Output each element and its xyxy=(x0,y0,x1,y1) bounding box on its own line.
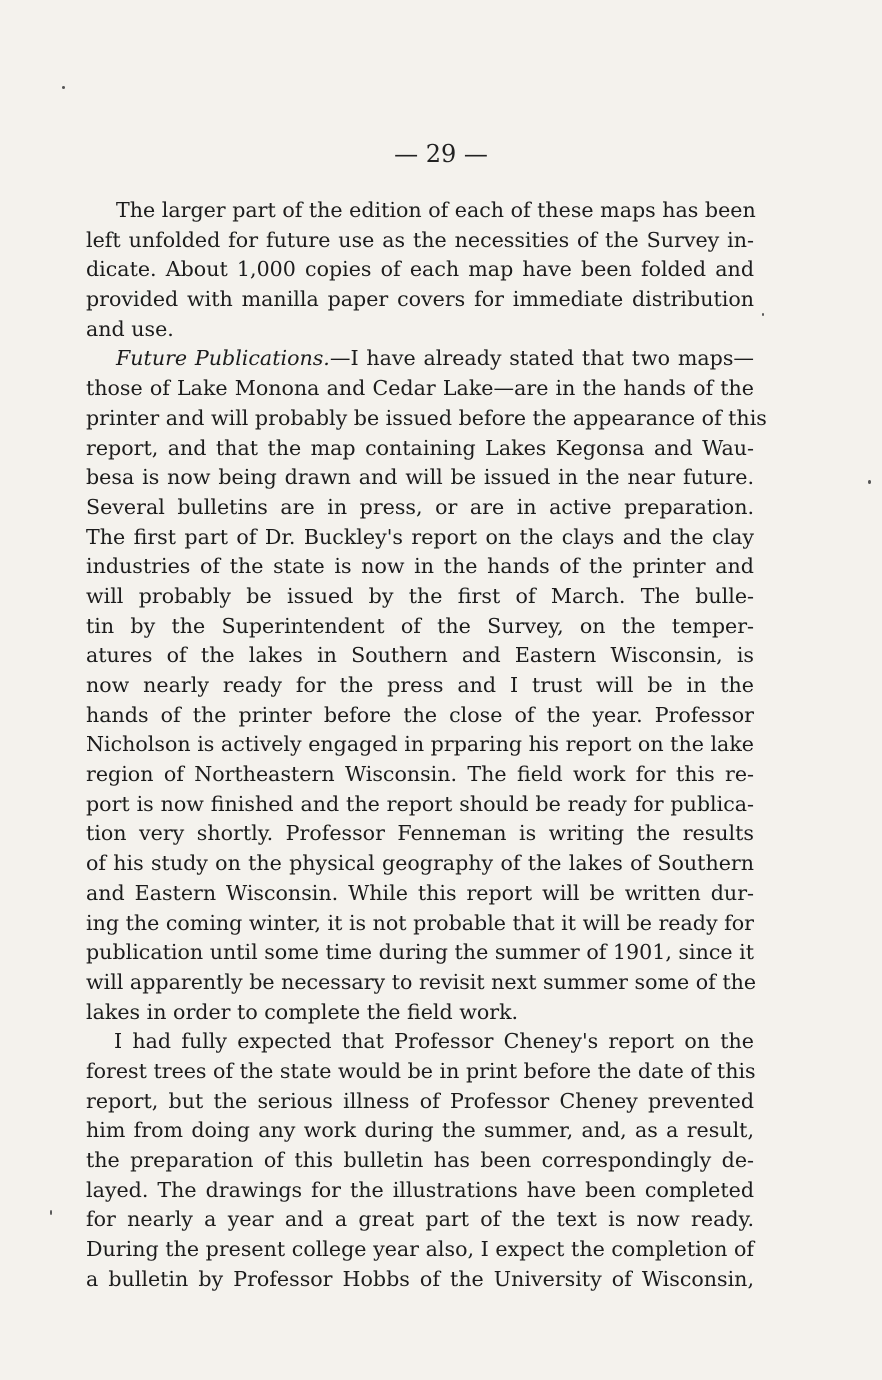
text-line: those of Lake Monona and Cedar Lake—are in the hands of the xyxy=(86,376,754,401)
text-line: Several bulletins are in press, or are in active preparation. xyxy=(86,494,754,519)
scan-speck xyxy=(762,313,764,316)
text-line: tion very shortly. Professor Fenneman is writing the results xyxy=(86,821,754,846)
text-line: now nearly ready for the press and I trust will be in the xyxy=(86,673,754,697)
text-line xyxy=(86,344,754,374)
text-line: will probably be issued by the first of March. The bulle- xyxy=(86,583,754,608)
text-line: left unfolded for future use as the necessities of the Survey in- xyxy=(86,227,754,252)
text-line: I had fully expected that Professor Cheney's report on the xyxy=(114,1029,754,1054)
paragraph-maps-edition xyxy=(86,196,754,344)
text-line: provided with manilla paper covers for immediate distribution xyxy=(86,287,754,312)
text-line: publication until some time during the summer of 1901, since it xyxy=(86,940,754,965)
text-line: layed. The drawings for the illustrations have been completed xyxy=(86,1177,754,1202)
text-line-continuation: —I have already stated that two maps— xyxy=(329,346,754,371)
text-line: ing the coming winter, it is not probable that it will be ready for xyxy=(86,910,754,935)
scan-speck xyxy=(50,1210,52,1215)
text-line: and Eastern Wisconsin. While this report will be written dur- xyxy=(86,880,754,905)
text-line: printer and will probably be issued before the appearance of this xyxy=(86,405,767,430)
text-line: industries of the state is now in the hands of the printer and xyxy=(86,554,754,579)
text-line: report, but the serious illness of Professor Cheney prevented xyxy=(86,1088,754,1113)
text-line: The first part of Dr. Buckley's report on the clays and the clay xyxy=(86,524,754,549)
text-line: The larger part of the edition of each of these maps has been xyxy=(116,198,756,222)
text-line: region of Northeastern Wisconsin. The field work for this re- xyxy=(86,762,754,787)
text-line: Nicholson is actively engaged in prparing his report on the lake xyxy=(86,732,754,757)
text-line: of his study on the physical geography of the lakes of Southern xyxy=(86,851,754,876)
text-line: him from doing any work during the summer, and, as a result, xyxy=(86,1118,754,1143)
text-line: a bulletin by Professor Hobbs of the University of Wisconsin, xyxy=(86,1266,754,1291)
text-line: lakes in order to complete the field work. xyxy=(86,999,519,1024)
text-line: and use. xyxy=(86,316,174,341)
text-line: hands of the printer before the close of the year. Professor xyxy=(86,702,754,727)
paragraph-cheney-report xyxy=(86,1027,754,1294)
text-line: dicate. About 1,000 copies of each map have been folded and xyxy=(86,257,754,282)
scan-speck xyxy=(62,86,65,89)
text-line: atures of the lakes in Southern and Eastern Wisconsin, is xyxy=(86,643,754,668)
text-line: besa is now being drawn and will be issued in the near future. xyxy=(86,465,754,490)
text-line: During the present college year also, I expect the completion of xyxy=(86,1237,754,1262)
scan-speck xyxy=(868,480,871,484)
text-line: port is now finished and the report should be ready for publica- xyxy=(86,791,754,816)
text-line: for nearly a year and a great part of the text is now ready. xyxy=(86,1207,754,1232)
page-number: — 29 — xyxy=(394,140,488,168)
text-line: forest trees of the state would be in print before the date of this xyxy=(86,1058,756,1083)
body-text xyxy=(86,196,767,1294)
text-line: the preparation of this bulletin has been correspondingly de- xyxy=(86,1148,754,1172)
text-line: will apparently be necessary to revisit next summer some of the xyxy=(86,969,757,994)
section-heading: Future Publications. xyxy=(116,346,330,371)
paragraph-future-publications xyxy=(86,344,767,1027)
text-line: report, and that the map containing Lakes Kegonsa and Wau- xyxy=(86,435,754,460)
text-line: tin by the Superintendent of the Survey, on the temper- xyxy=(86,613,754,638)
